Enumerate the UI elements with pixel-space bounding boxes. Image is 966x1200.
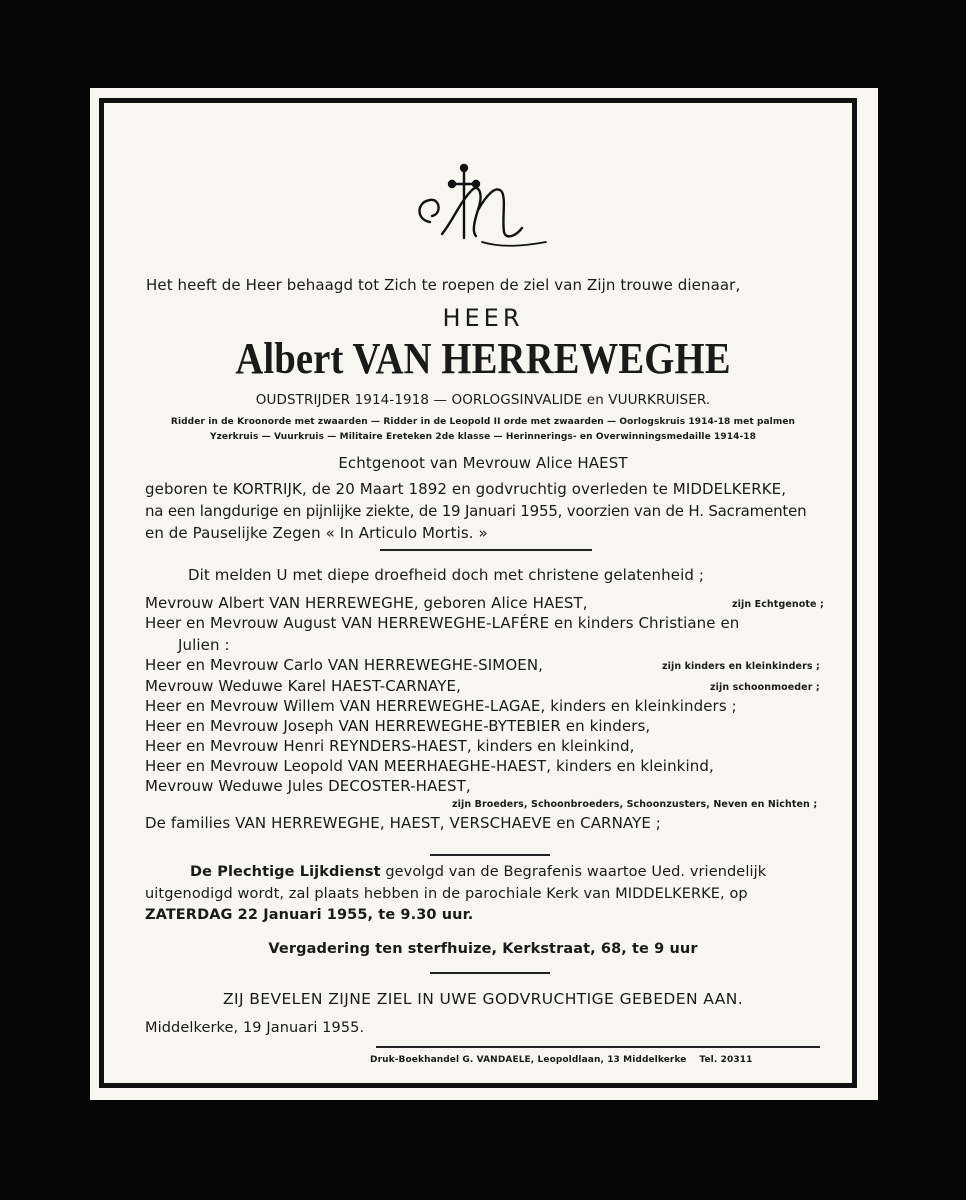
bio-line-2: na een langdurige en pijnlijke ziekte, de 19 Januari 1955, voorzien van de H. Sacramenten xyxy=(145,502,807,520)
family-member: Julien : xyxy=(178,636,230,654)
prayer-line: ZIJ BEVELEN ZIJNE ZIEL IN UWE GODVRUCHTIGE GEBEDEN AAN. xyxy=(222,990,744,1008)
intro-text: Het heeft de Heer behaagd tot Zich te roepen de ziel van Zijn trouwe dienaar, xyxy=(146,276,741,294)
cross-m-monogram-icon xyxy=(412,162,552,252)
deceased-name: Albert VAN HERREWEGHE xyxy=(235,334,731,383)
service-date: ZATERDAG 22 Januari 1955, te 9.30 uur. xyxy=(145,907,474,923)
gathering-line: Vergadering ten sterfhuize, Kerkstraat, 68, te 9 uur xyxy=(268,941,698,957)
family-member: Heer en Mevrouw Carlo VAN HERREWEGHE-SIMOEN, xyxy=(145,656,544,674)
family-member: Mevrouw Weduwe Jules DECOSTER-HAEST, xyxy=(145,777,471,795)
family-member: Mevrouw Albert VAN HERREWEGHE, geboren Alice HAEST, xyxy=(145,594,588,612)
family-member: Mevrouw Weduwe Karel HAEST-CARNAYE, xyxy=(145,677,461,695)
title-line-3: Yzerkruis — Vuurkruis — Militaire Ereteken 2de klasse — Herinnerings- en Overwinningsmedaille 1914-18 xyxy=(209,432,757,442)
printer-imprint: Druk-Boekhandel G. VANDAELE, Leopoldlaan, 13 Middelkerke Tel. 20311 xyxy=(370,1055,753,1065)
divider xyxy=(430,854,550,856)
family-note: zijn schoonmoeder ; xyxy=(710,682,820,693)
family-member: Heer en Mevrouw Willem VAN HERREWEGHE-LAGAE, kinders en kleinkinders ; xyxy=(145,697,737,715)
title-line-2: Ridder in de Kroonorde met zwaarden — Ridder in de Leopold II orde met zwaarden — Oorlogskruis 1914-18 met palmen xyxy=(170,417,796,427)
family-note: zijn Echtgenote ; xyxy=(732,599,824,610)
place-date: Middelkerke, 19 Januari 1955. xyxy=(145,1020,365,1036)
family-member: Heer en Mevrouw Joseph VAN HERREWEGHE-BYTEBIER en kinders, xyxy=(145,717,651,735)
printer-rule xyxy=(376,1046,820,1048)
spouse-line: Echtgenoot van Mevrouw Alice HAEST xyxy=(338,454,628,472)
title-line-1: OUDSTRIJDER 1914-1918 — OORLOGSINVALIDE en VUURKRUISER. xyxy=(255,392,711,408)
divider xyxy=(380,549,592,551)
service-lead: De Plechtige Lijkdienst xyxy=(190,864,381,880)
family-note: zijn kinders en kleinkinders ; xyxy=(662,661,820,672)
family-member: Heer en Mevrouw August VAN HERREWEGHE-LAFÉRE en kinders Christiane en xyxy=(145,614,740,632)
relatives-note: zijn Broeders, Schoonbroeders, Schoonzusters, Neven en Nichten ; xyxy=(452,799,818,810)
service-line-1 xyxy=(190,864,766,880)
service-line-2: uitgenodigd wordt, zal plaats hebben in de parochiale Kerk van MIDDELKERKE, op xyxy=(145,886,748,902)
families-line: De families VAN HERREWEGHE, HAEST, VERSCHAEVE en CARNAYE ; xyxy=(145,814,661,832)
announcement: Dit melden U met diepe droefheid doch met christene gelatenheid ; xyxy=(188,566,705,584)
family-member: Heer en Mevrouw Leopold VAN MEERHAEGHE-HAEST, kinders en kleinkind, xyxy=(145,757,714,775)
service-rest: gevolgd van de Begrafenis waartoe Ued. vriendelijk xyxy=(380,864,767,880)
bio-line-3: en de Pauselijke Zegen « In Articulo Mortis. » xyxy=(145,524,488,542)
family-member: Heer en Mevrouw Henri REYNDERS-HAEST, kinders en kleinkind, xyxy=(145,737,635,755)
bio-line-1: geboren te KORTRIJK, de 20 Maart 1892 en godvruchtig overleden te MIDDELKERKE, xyxy=(145,480,787,498)
divider xyxy=(430,972,550,974)
salutation: HEER xyxy=(442,304,524,332)
